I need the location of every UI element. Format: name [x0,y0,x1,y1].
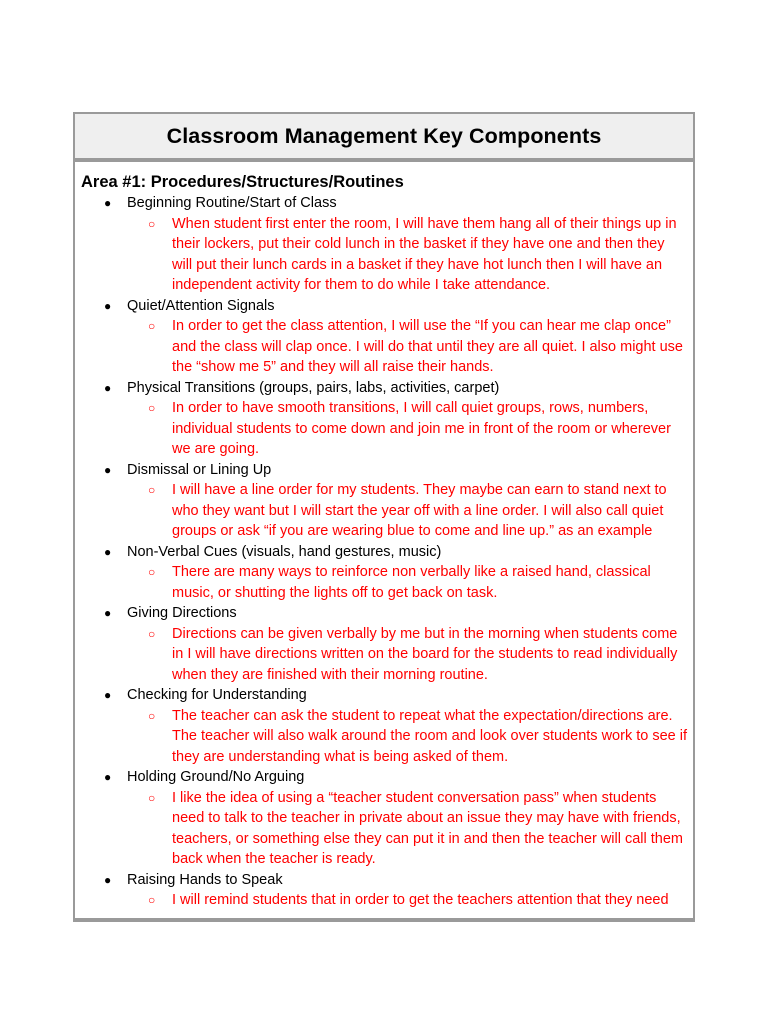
note-list [127,890,687,911]
note-text: The teacher can ask the student to repeat what the expectation/directions are. The teacher will also walk around the room and look over students work to see if they are understanding what is being asked of them. [172,707,688,765]
bullet-icon: ● [104,196,112,210]
bullet-icon: ● [104,688,112,702]
document-table [73,112,695,922]
topic-label: Beginning Routine/Start of Class [127,195,337,211]
area-heading: Area #1: Procedures/Structures/Routines [81,173,404,191]
note-list [127,706,687,768]
bullet-icon: ● [104,770,112,784]
note-text: Directions can be given verbally by me but in the morning when students come in I will have directions written on the board for the students to read individually when they are finished with their morning routine. [172,625,678,683]
topic-item [81,542,687,604]
topic-label: Dismissal or Lining Up [127,461,272,478]
note-list [127,480,687,542]
note-item [126,562,687,603]
topic-label: Checking for Understanding [127,687,307,703]
topic-item [81,870,687,911]
hollow-bullet-icon: ○ [148,319,156,333]
topic-item [81,378,687,460]
note-text: When student first enter the room, I will have them hang all of their things up in their lockers, put their cold lunch in the basket if they have one and then they will put their lunch cards in a basket if they have hot lunch then I will have an independent activity for them to do while I take attendance. [172,215,677,293]
hollow-bullet-icon: ○ [148,565,156,579]
note-list [127,788,687,870]
note-item [126,788,687,870]
topic-item [81,603,687,685]
topic-list [81,193,687,911]
hollow-bullet-icon: ○ [148,401,156,415]
note-text: In order to have smooth transitions, I will call quiet groups, rows, numbers, individual students to come down and join me in front of the room or wherever we are going. [172,400,671,457]
topic-label: Giving Directions [127,605,237,621]
bullet-icon: ● [104,544,112,559]
bullet-icon: ● [104,462,112,477]
bullet-icon: ● [104,872,112,887]
topic-item [81,193,687,296]
note-list [127,214,687,296]
topic-item [81,685,687,767]
note-item [126,214,687,296]
content-cell [75,162,693,911]
topic-label: Non-Verbal Cues (visuals, hand gestures, music) [127,543,442,560]
topic-item [81,460,687,542]
note-item [126,316,687,378]
note-list [127,398,687,460]
hollow-bullet-icon: ○ [148,893,156,907]
note-item [126,480,687,542]
note-list [127,562,687,603]
topic-item [81,296,687,378]
hollow-bullet-icon: ○ [148,626,156,641]
note-item [126,624,687,686]
bullet-icon: ● [104,298,112,313]
topic-label: Quiet/Attention Signals [127,297,275,314]
note-text: In order to get the class attention, I will use the “If you can hear me clap once” and the class will clap once. I will do that until they are all quiet. I also might use the “show me 5” and they will all raise their hands. [172,318,683,375]
note-list [127,316,687,378]
topic-label: Raising Hands to Speak [127,871,283,888]
note-text: I will remind students that in order to get the teachers attention that they need [172,892,669,908]
hollow-bullet-icon: ○ [148,708,156,723]
topic-label: Physical Transitions (groups, pairs, labs, activities, carpet) [127,379,500,396]
title-cell [75,114,693,162]
note-list [127,624,687,686]
hollow-bullet-icon: ○ [148,790,156,805]
hollow-bullet-icon: ○ [148,216,156,231]
note-item [126,398,687,460]
document-title: Classroom Management Key Components [166,123,602,148]
note-text: There are many ways to reinforce non verbally like a raised hand, classical music, or shutting the lights off to get back on task. [172,564,651,601]
bullet-icon: ● [104,380,112,395]
note-item [126,890,687,911]
hollow-bullet-icon: ○ [148,483,156,497]
topic-label: Holding Ground/No Arguing [127,769,305,785]
note-text: I like the idea of using a “teacher student conversation pass” when students need to talk to the teacher in private about an issue they may have with friends, teachers, or something else they can put it in and then the teacher will call them back when the teacher is ready. [172,789,684,867]
bullet-icon: ● [104,606,112,620]
note-text: I will have a line order for my students. They maybe can earn to stand next to who they want but I will start the year off with a line order. I will also call quiet groups or ask “if you are wearing blue to come and line up.” as an example [172,482,667,539]
topic-item [81,767,687,870]
note-item [126,706,687,768]
